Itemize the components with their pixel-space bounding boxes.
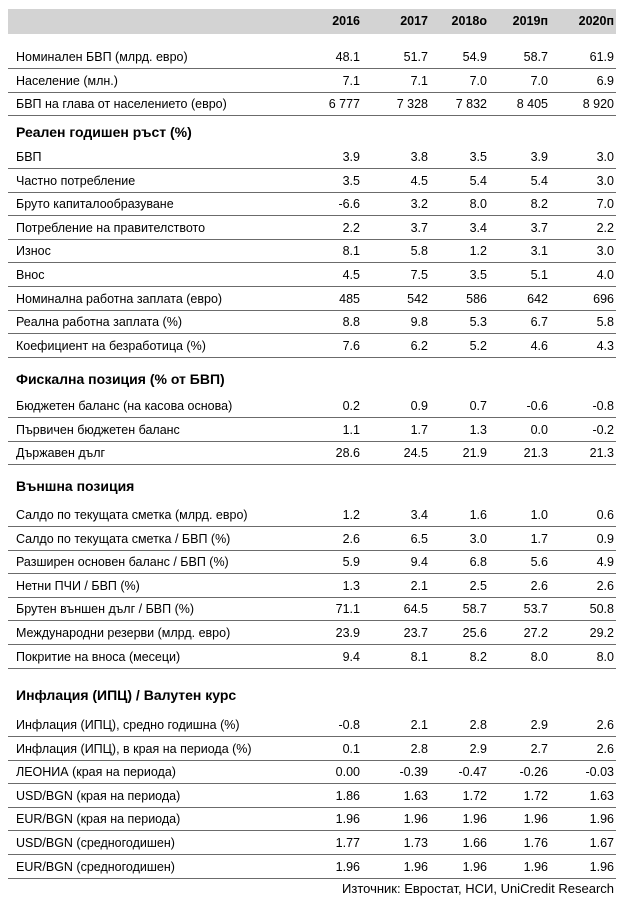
table-row (8, 808, 616, 831)
row-label: Бруто капиталообразуване (16, 197, 174, 212)
row-value: 0.6 (596, 508, 614, 522)
row-value: 0.9 (410, 399, 428, 413)
row-value: 8.8 (342, 315, 360, 330)
row-label: Първичен бюджетен баланс (16, 422, 180, 437)
row-value: 2.1 (410, 578, 428, 593)
row-value: 1.96 (403, 812, 428, 827)
source-note: Източник: Евростат, НСИ, UniCredit Research (342, 881, 614, 896)
row-value: 8.0 (530, 649, 548, 664)
row-value: 485 (339, 291, 360, 306)
row-value: 1.7 (530, 531, 548, 546)
row-label: Инфлация (ИПЦ), в края на периода (%) (16, 741, 252, 756)
row-value: 23.9 (335, 626, 360, 640)
row-value: 8.1 (410, 649, 428, 664)
table-row (8, 419, 616, 442)
row-label: USD/BGN (края на периода) (16, 788, 181, 803)
row-value: 3.8 (410, 150, 428, 164)
row-label: Покритие на вноса (месеци) (16, 649, 181, 664)
row-value: 71.1 (335, 602, 360, 617)
row-value: 1.96 (462, 812, 487, 827)
row-value: 61.9 (589, 50, 614, 64)
row-value: 0.9 (596, 531, 614, 546)
row-value: 2.9 (530, 718, 548, 732)
row-value: 3.9 (342, 150, 360, 164)
row-value: 5.8 (410, 244, 428, 259)
row-value: 1.1 (342, 422, 360, 437)
row-value: 8.0 (596, 649, 614, 664)
row-value: 6.9 (596, 73, 614, 88)
row-value: 7.0 (596, 197, 614, 212)
row-value: 2.5 (469, 578, 487, 593)
row-value: -6.6 (338, 197, 360, 212)
row-value: 586 (466, 291, 487, 306)
row-value: 1.3 (469, 422, 487, 437)
row-value: 6 777 (328, 97, 360, 112)
row-value: 8 405 (516, 97, 548, 112)
row-value: 6.5 (410, 531, 428, 546)
table-row (8, 714, 616, 737)
row-value: 24.5 (403, 446, 428, 461)
year-header: 2016 (332, 14, 360, 28)
row-label: Инфлация (ИПЦ), средно годишна (%) (16, 718, 240, 732)
row-value: 3.4 (469, 220, 487, 235)
row-value: -0.47 (458, 765, 487, 780)
row-label: Салдо по текущата сметка / БВП (%) (16, 531, 231, 546)
row-label: Коефициент на безработица (%) (16, 338, 206, 353)
table-row (8, 622, 616, 645)
row-value: 1.96 (335, 812, 360, 827)
row-value: 4.9 (596, 555, 614, 570)
section-title: Реален годишен ръст (%) (16, 124, 192, 140)
row-value: 3.7 (410, 220, 428, 235)
row-label: Потребление на правителството (16, 220, 206, 235)
row-value: 8.2 (530, 197, 548, 212)
row-value: 8.2 (469, 649, 487, 664)
row-value: 4.5 (342, 268, 360, 282)
row-value: -0.6 (526, 399, 548, 413)
row-value: 3.4 (410, 508, 428, 522)
row-value: 1.7 (410, 422, 428, 437)
row-value: 1.76 (523, 836, 548, 850)
row-value: 2.1 (410, 718, 428, 732)
row-value: 2.7 (530, 741, 548, 756)
row-value: 1.3 (342, 578, 360, 593)
row-value: 53.7 (523, 602, 548, 617)
row-value: 9.4 (410, 555, 428, 570)
table-row (8, 785, 616, 808)
row-value: 5.2 (469, 338, 487, 353)
row-value: 5.8 (596, 315, 614, 330)
row-label: Брутен външен дълг / БВП (%) (16, 602, 195, 617)
row-value: 7 832 (455, 97, 487, 112)
row-value: 3.0 (596, 244, 614, 259)
row-value: 2.6 (596, 578, 614, 593)
row-label: Реална работна заплата (%) (16, 315, 182, 330)
table-row (8, 264, 616, 287)
table-row (8, 311, 616, 334)
table-row (8, 504, 616, 527)
table-row (8, 856, 616, 879)
row-label: USD/BGN (средногодишен) (16, 836, 175, 850)
row-label: Държавен дълг (16, 446, 106, 461)
row-label: EUR/BGN (края на периода) (16, 812, 181, 827)
row-label: EUR/BGN (средногодишен) (16, 859, 175, 874)
row-value: 1.63 (589, 788, 614, 803)
row-value: 5.3 (469, 315, 487, 330)
table-row (8, 217, 616, 240)
row-value: 3.0 (469, 531, 487, 546)
row-value: 1.96 (589, 859, 614, 874)
row-value: 4.0 (596, 268, 614, 282)
table-row (8, 193, 616, 216)
row-value: 5.4 (530, 173, 548, 188)
row-value: 8.0 (469, 197, 487, 212)
year-header: 2019п (512, 14, 548, 28)
row-value: 3.5 (342, 173, 360, 188)
table-row (8, 738, 616, 761)
row-value: -0.2 (592, 422, 614, 437)
row-value: 28.6 (335, 446, 360, 461)
row-value: 0.7 (469, 399, 487, 413)
row-value: 1.96 (403, 859, 428, 874)
row-value: 5.1 (530, 268, 548, 282)
row-value: -0.8 (592, 399, 614, 413)
row-value: 4.6 (530, 338, 548, 353)
row-value: -0.39 (399, 765, 428, 780)
row-value: 1.2 (342, 508, 360, 522)
row-value: 9.4 (342, 649, 360, 664)
table-row (8, 46, 616, 69)
row-value: 0.00 (335, 765, 360, 780)
row-value: 1.96 (523, 859, 548, 874)
row-label: Частно потребление (16, 173, 136, 188)
row-value: 4.5 (410, 173, 428, 188)
row-value: 3.9 (530, 150, 548, 164)
table-row (8, 575, 616, 598)
row-value: 7.1 (410, 73, 428, 88)
row-value: 21.3 (523, 446, 548, 461)
row-value: -0.03 (585, 765, 614, 780)
table-row (8, 395, 616, 418)
row-value: 1.73 (403, 836, 428, 850)
row-value: 1.63 (403, 788, 428, 803)
table-row (8, 335, 616, 358)
table-row (8, 646, 616, 669)
row-value: 1.72 (523, 788, 548, 803)
row-value: 2.6 (596, 741, 614, 756)
row-label: Номинален БВП (млрд. евро) (16, 50, 188, 64)
row-value: 2.8 (469, 718, 487, 732)
table-row (8, 832, 616, 855)
row-value: 1.96 (523, 812, 548, 827)
table-row (8, 528, 616, 551)
row-label: Нетни ПЧИ / БВП (%) (16, 578, 140, 593)
row-value: 3.0 (596, 150, 614, 164)
row-value: 27.2 (523, 626, 548, 640)
row-label: Салдо по текущата сметка (млрд. евро) (16, 508, 248, 522)
row-value: 21.3 (589, 446, 614, 461)
row-value: 0.2 (342, 399, 360, 413)
row-value: 3.5 (469, 150, 487, 164)
row-value: 1.96 (462, 859, 487, 874)
row-label: Бюджетен баланс (на касова основа) (16, 399, 233, 413)
row-value: 7.0 (469, 73, 487, 88)
row-value: 2.6 (342, 531, 360, 546)
section-title: Външна позиция (16, 478, 135, 494)
row-value: 2.2 (342, 220, 360, 235)
table-row (8, 442, 616, 465)
row-value: 4.3 (596, 338, 614, 353)
row-value: 1.96 (589, 812, 614, 827)
table-row (8, 170, 616, 193)
row-value: 8 920 (582, 97, 614, 112)
row-value: 54.9 (462, 50, 487, 64)
row-value: 6.7 (530, 315, 548, 330)
row-label: Внос (16, 268, 45, 282)
table-row (8, 240, 616, 263)
row-value: 0.0 (530, 422, 548, 437)
year-header: 2017 (400, 14, 428, 28)
row-value: 29.2 (589, 626, 614, 640)
row-label: БВП (16, 150, 42, 164)
year-header: 2018о (451, 14, 487, 28)
table-row (8, 93, 616, 116)
row-value: 3.1 (530, 244, 548, 259)
row-value: 50.8 (589, 602, 614, 617)
row-value: 1.2 (469, 244, 487, 259)
row-value: 7.0 (530, 73, 548, 88)
row-value: 5.9 (342, 555, 360, 570)
row-value: 0.1 (342, 741, 360, 756)
row-label: Разширен основен баланс / БВП (%) (16, 555, 229, 570)
row-value: 3.7 (530, 220, 548, 235)
row-value: 1.72 (462, 788, 487, 803)
row-value: 58.7 (523, 50, 548, 64)
row-value: 542 (407, 291, 428, 306)
row-label: Износ (16, 244, 51, 259)
row-value: 3.0 (596, 173, 614, 188)
table-row (8, 598, 616, 621)
row-value: 9.8 (410, 315, 428, 330)
table-row (8, 146, 616, 169)
row-value: 48.1 (335, 50, 360, 64)
row-value: -0.8 (338, 718, 360, 732)
row-value: 3.2 (410, 197, 428, 212)
row-value: 1.86 (335, 788, 360, 803)
row-value: 21.9 (462, 446, 487, 461)
row-value: 2.6 (530, 578, 548, 593)
section-title: Инфлация (ИПЦ) / Валутен курс (16, 687, 237, 703)
row-value: 51.7 (403, 50, 428, 64)
row-value: 1.0 (530, 508, 548, 522)
row-value: 642 (527, 291, 548, 306)
row-value: 25.6 (462, 626, 487, 640)
row-value: 1.6 (469, 508, 487, 522)
row-value: 5.4 (469, 173, 487, 188)
row-value: 2.8 (410, 741, 428, 756)
row-value: -0.26 (519, 765, 548, 780)
row-value: 2.6 (596, 718, 614, 732)
row-value: 1.66 (462, 836, 487, 850)
row-value: 7 328 (396, 97, 428, 112)
row-value: 5.6 (530, 555, 548, 570)
row-label: Население (млн.) (16, 73, 118, 88)
row-value: 23.7 (403, 626, 428, 640)
row-value: 6.2 (410, 338, 428, 353)
table-row (8, 70, 616, 93)
table-row (8, 288, 616, 311)
row-value: 1.67 (589, 836, 614, 850)
row-value: 7.6 (342, 338, 360, 353)
row-label: Международни резерви (млрд. евро) (16, 626, 231, 640)
row-value: 6.8 (469, 555, 487, 570)
row-value: 2.2 (596, 220, 614, 235)
table-row (8, 761, 616, 784)
row-value: 7.1 (342, 73, 360, 88)
row-value: 1.96 (335, 859, 360, 874)
row-label: ЛЕОНИА (края на периода) (16, 765, 176, 780)
row-value: 1.77 (335, 836, 360, 850)
year-header: 2020п (578, 14, 614, 28)
row-value: 58.7 (462, 602, 487, 617)
row-value: 7.5 (410, 268, 428, 282)
table-row (8, 551, 616, 574)
section-title: Фискална позиция (% от БВП) (16, 371, 225, 387)
row-value: 8.1 (342, 244, 360, 259)
row-value: 2.9 (469, 741, 487, 756)
row-label: Номинална работна заплата (евро) (16, 291, 223, 306)
row-value: 696 (593, 291, 614, 306)
row-value: 64.5 (403, 602, 428, 617)
row-value: 3.5 (469, 268, 487, 282)
row-label: БВП на глава от населението (евро) (16, 97, 227, 112)
